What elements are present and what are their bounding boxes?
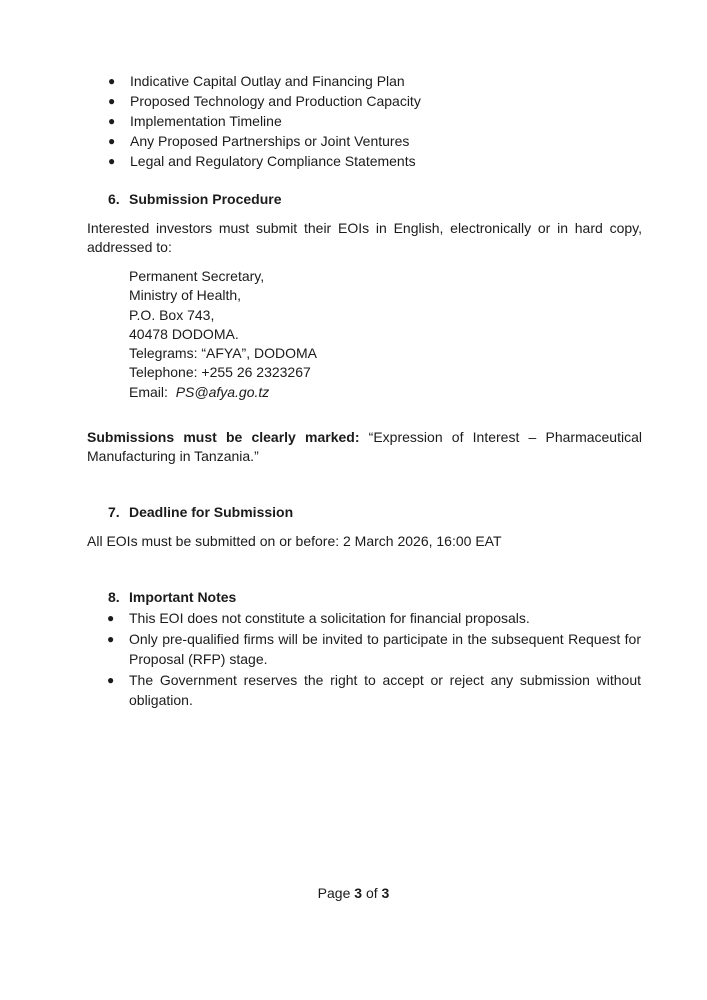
address-line: P.O. Box 743, (129, 306, 215, 323)
section-7-heading (108, 502, 293, 522)
address-line: Ministry of Health, (129, 287, 242, 304)
bullet-icon: ● (107, 611, 115, 625)
telegrams-line: Telegrams: “AFYA”, DODOMA (129, 345, 317, 362)
submission-intro: Interested investors must submit their EOIs in English, electronically or in hard copy, addressed to: (87, 220, 642, 255)
marking-label: Submissions must be clearly marked: (87, 429, 360, 445)
address-line: Permanent Secretary, (129, 268, 265, 284)
section-title: Important Notes (129, 589, 237, 605)
section-6-heading (108, 189, 281, 209)
marking-text: “Expression of Interest – Pharmaceutical Manufacturing in Tanzania.” (87, 429, 642, 464)
section-number: 7. (108, 504, 120, 520)
telephone-line: Telephone: +255 26 2323267 (129, 364, 311, 381)
bullet-icon: ● (108, 134, 116, 148)
section-number: 8. (108, 589, 120, 605)
section-number: 6. (108, 191, 120, 207)
list-item: ● The Government reserves the right to accept or reject any submission without obligation. (107, 672, 641, 708)
notes-list (107, 608, 641, 711)
list-item: ● Indicative Capital Outlay and Financing Plan (108, 73, 405, 89)
bullet-icon: ● (107, 673, 115, 687)
list-item: ● Proposed Technology and Production Capacity (108, 93, 421, 109)
email-line (129, 383, 317, 402)
list-item: ● Implementation Timeline (108, 113, 282, 129)
section-title: Deadline for Submission (129, 504, 294, 520)
list-item: ● Only pre-qualified firms will be invited to participate in the subsequent Request for Proposal (RFP) stage. (107, 631, 641, 667)
section-title: Submission Procedure (129, 191, 282, 207)
list-item: ● Legal and Regulatory Compliance Statements (108, 153, 416, 169)
bullet-icon: ● (108, 94, 116, 108)
bullet-icon: ● (107, 632, 115, 646)
email-label: Email: (129, 383, 176, 400)
submission-marking (87, 428, 642, 466)
postal-address (129, 267, 317, 402)
email-link[interactable]: PS@afya.go.tz (175, 383, 270, 400)
bullet-icon: ● (108, 74, 116, 88)
page-number: Page 3 of 3 (317, 885, 390, 901)
section-8-heading (108, 587, 236, 607)
list-item: ● Any Proposed Partnerships or Joint Ventures (108, 133, 410, 149)
bullet-icon: ● (108, 154, 116, 168)
deadline-text: All EOIs must be submitted on or before: 2 March 2026, 16:00 EAT (87, 533, 502, 549)
list-item: ● This EOI does not constitute a solicitation for financial proposals. (107, 610, 530, 626)
address-line: 40478 DODOMA. (129, 325, 239, 342)
requirements-list (108, 71, 650, 171)
bullet-icon: ● (108, 114, 116, 128)
